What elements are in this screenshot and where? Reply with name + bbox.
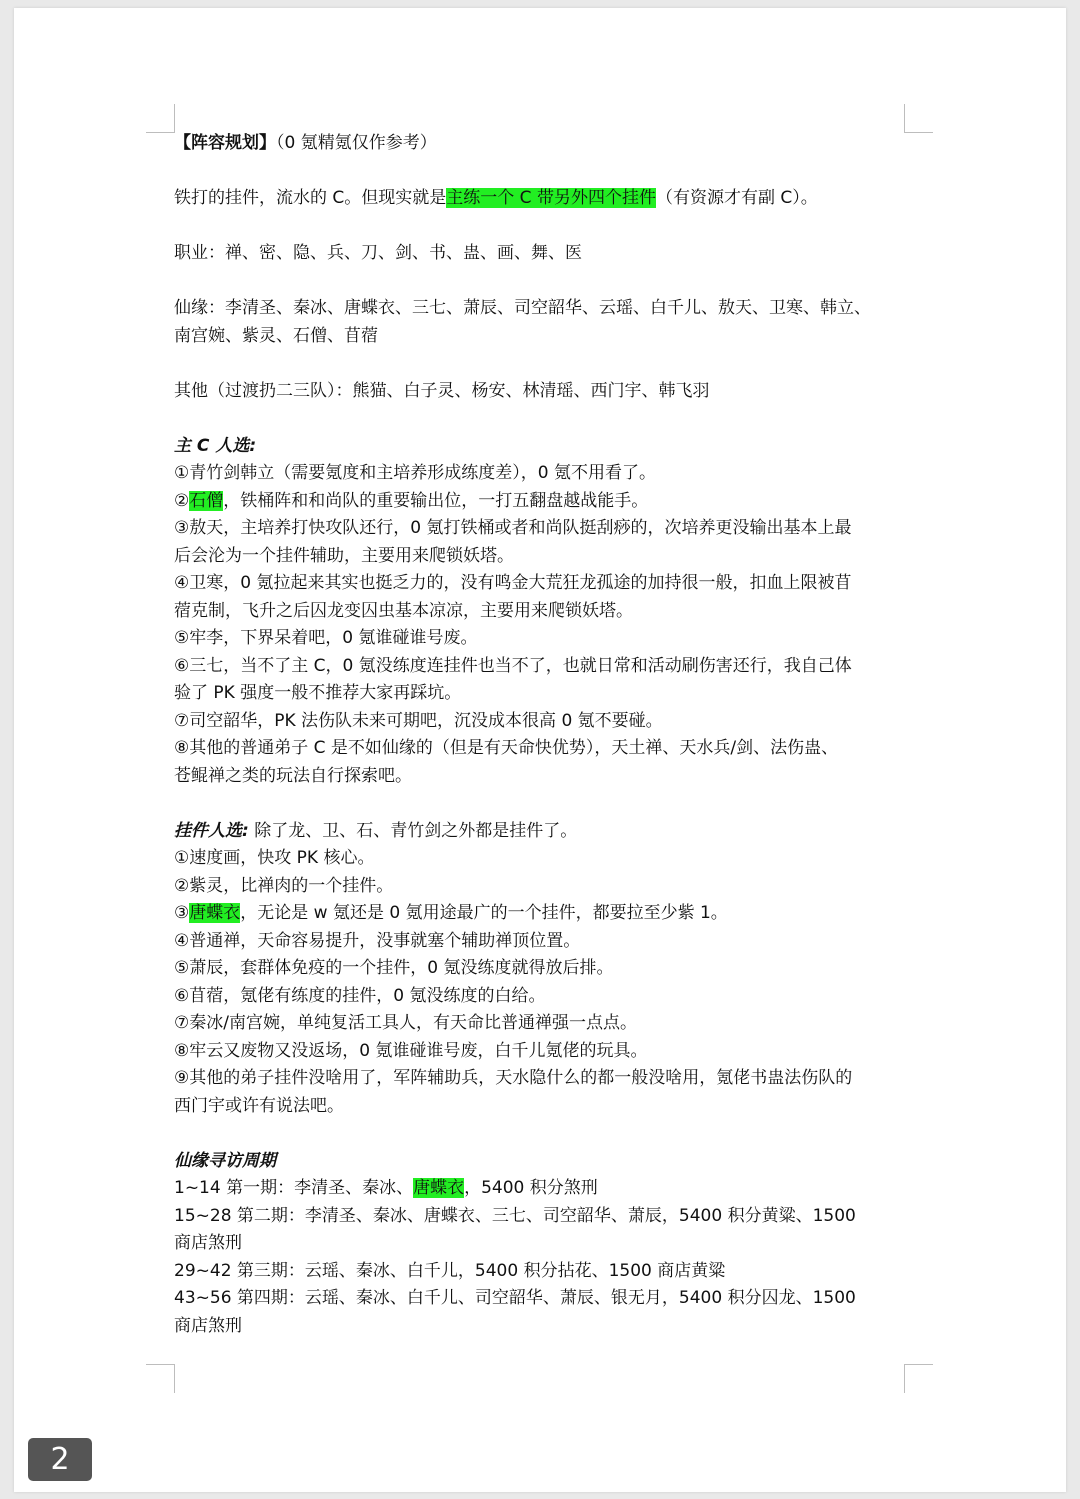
- highlight-text: 唐蝶衣: [189, 903, 241, 923]
- others-line: 其他（过渡扔二三队）：熊猫、白子灵、杨安、林清瑶、西门宇、韩飞羽: [174, 380, 710, 401]
- pendant-item-6: ⑥苜蓿，氪佬有练度的挂件，0 氪没练度的白给。: [174, 985, 546, 1006]
- main-c-item-2: ②石僧，铁桶阵和和尚队的重要输出位，一打五翻盘越战能手。: [174, 490, 649, 511]
- main-c-item-3-line-2: 后会沦为一个挂件辅助，主要用来爬锁妖塔。: [174, 545, 514, 566]
- cycle-period-2-line-2: 商店煞刑: [174, 1233, 242, 1253]
- cycle-period-2-line-1: 15~28 第二期：李清圣、秦冰、唐蝶衣、三七、司空韶华、萧辰，5400 积分黄粱、1500: [174, 1205, 856, 1226]
- cycle-period-4-line-1: 43~56 第四期：云瑶、秦冰、白千儿、司空韶华、萧辰、银无月，5400 积分囚龙、1500: [174, 1288, 856, 1308]
- highlight-text: 唐蝶衣: [413, 1178, 465, 1198]
- crop-mark-bottom-right: [904, 1364, 933, 1393]
- cycle-period-4-line-2: 商店煞刑: [174, 1315, 242, 1336]
- page-number-badge: 2: [28, 1438, 92, 1481]
- main-c-item-3-line-1: ③敖天，主培养打快攻队还行，0 氪打铁桶或者和尚队挺刮痧的，次培养更没输出基本上最: [174, 518, 852, 538]
- document-body: [174, 130, 914, 1340]
- pendant-heading: 挂件人选: 除了龙、卫、石、青竹剑之外都是挂件了。: [174, 820, 578, 841]
- document-page: [14, 8, 1066, 1492]
- crop-mark-bottom-left: [146, 1364, 175, 1393]
- intro-paragraph: 铁打的挂件，流水的 C。但现实就是主练一个 C 带另外四个挂件（有资源才有副 C）。: [174, 188, 818, 208]
- main-c-item-7: ⑦司空韶华，PK 法伤队未来可期吧，沉没成本很高 0 氪不要碰。: [174, 710, 663, 731]
- main-c-item-1: ①青竹剑韩立（需要氪度和主培养形成练度差），0 氪不用看了。: [174, 463, 656, 483]
- section-title: 【阵容规划】（0 氪精氪仅作参考）: [174, 133, 437, 153]
- main-c-item-6-line-1: ⑥三七，当不了主 C，0 氪没练度连挂件也当不了，也就日常和活动刷伤害还行，我自己体: [174, 655, 852, 676]
- main-c-item-8-line-2: 苍鲲禅之类的玩法自行探索吧。: [174, 765, 412, 786]
- pendant-item-1: ①速度画，快攻 PK 核心。: [174, 848, 375, 868]
- pendant-item-3: ③唐蝶衣，无论是 w 氪还是 0 氪用途最广的一个挂件，都要拉至少紫 1。: [174, 903, 728, 923]
- pendant-item-9-line-1: ⑨其他的弟子挂件没啥用了，军阵辅助兵，天水隐什么的都一般没啥用，氪佬书蛊法伤队的: [174, 1068, 853, 1088]
- main-c-item-8-line-1: ⑧其他的普通弟子 C 是不如仙缘的（但是有天命快优势），天土禅、天水兵/剑、法伤蛊、: [174, 738, 839, 758]
- xianyuan-line-1: 仙缘：李清圣、秦冰、唐蝶衣、三七、萧辰、司空韶华、云瑶、白千儿、敖天、卫寒、韩立、: [174, 298, 871, 318]
- xianyuan-line-2: 南宫婉、紫灵、石僧、苜蓿: [174, 325, 378, 346]
- cycle-heading: 仙缘寻访周期: [174, 1150, 276, 1171]
- highlight-text: 石僧: [189, 490, 224, 511]
- cycle-period-3: 29~42 第三期：云瑶、秦冰、白千儿，5400 积分拈花、1500 商店黄粱: [174, 1260, 726, 1281]
- pendant-item-4: ④普通禅，天命容易提升，没事就塞个辅助禅顶位置。: [174, 930, 581, 951]
- main-c-item-5: ⑤牢李，下界呆着吧，0 氪谁碰谁号废。: [174, 628, 478, 648]
- crop-mark-top-right: [904, 104, 933, 133]
- pendant-item-9-line-2: 西门宇或许有说法吧。: [174, 1095, 344, 1116]
- main-c-item-6-line-2: 验了 PK 强度一般不推荐大家再踩坑。: [174, 683, 462, 703]
- main-c-item-4-line-1: ④卫寒，0 氪拉起来其实也挺乏力的，没有鸣金大荒狂龙孤途的加持很一般，扣血上限被苜: [174, 573, 852, 593]
- pendant-item-5: ⑤萧辰，套群体免疫的一个挂件，0 氪没练度就得放后排。: [174, 958, 614, 978]
- main-c-heading: 主 C 人选:: [174, 435, 257, 456]
- crop-mark-top-left: [146, 104, 175, 133]
- pendant-item-8: ⑧牢云又废物又没返场，0 氪谁碰谁号废，白千儿氪佬的玩具。: [174, 1040, 648, 1061]
- pendant-item-7: ⑦秦冰/南宫婉，单纯复活工具人，有天命比普通禅强一点点。: [174, 1013, 637, 1033]
- highlight-text: 主练一个 C 带另外四个挂件: [446, 188, 656, 208]
- cycle-period-1: 1~14 第一期：李清圣、秦冰、唐蝶衣，5400 积分煞刑: [174, 1178, 598, 1198]
- main-c-item-4-line-2: 蓿克制，飞升之后囚龙变囚虫基本凉凉，主要用来爬锁妖塔。: [174, 600, 633, 621]
- pendant-item-2: ②紫灵，比禅肉的一个挂件。: [174, 875, 394, 896]
- careers-line: 职业：禅、密、隐、兵、刀、剑、书、蛊、画、舞、医: [174, 243, 582, 263]
